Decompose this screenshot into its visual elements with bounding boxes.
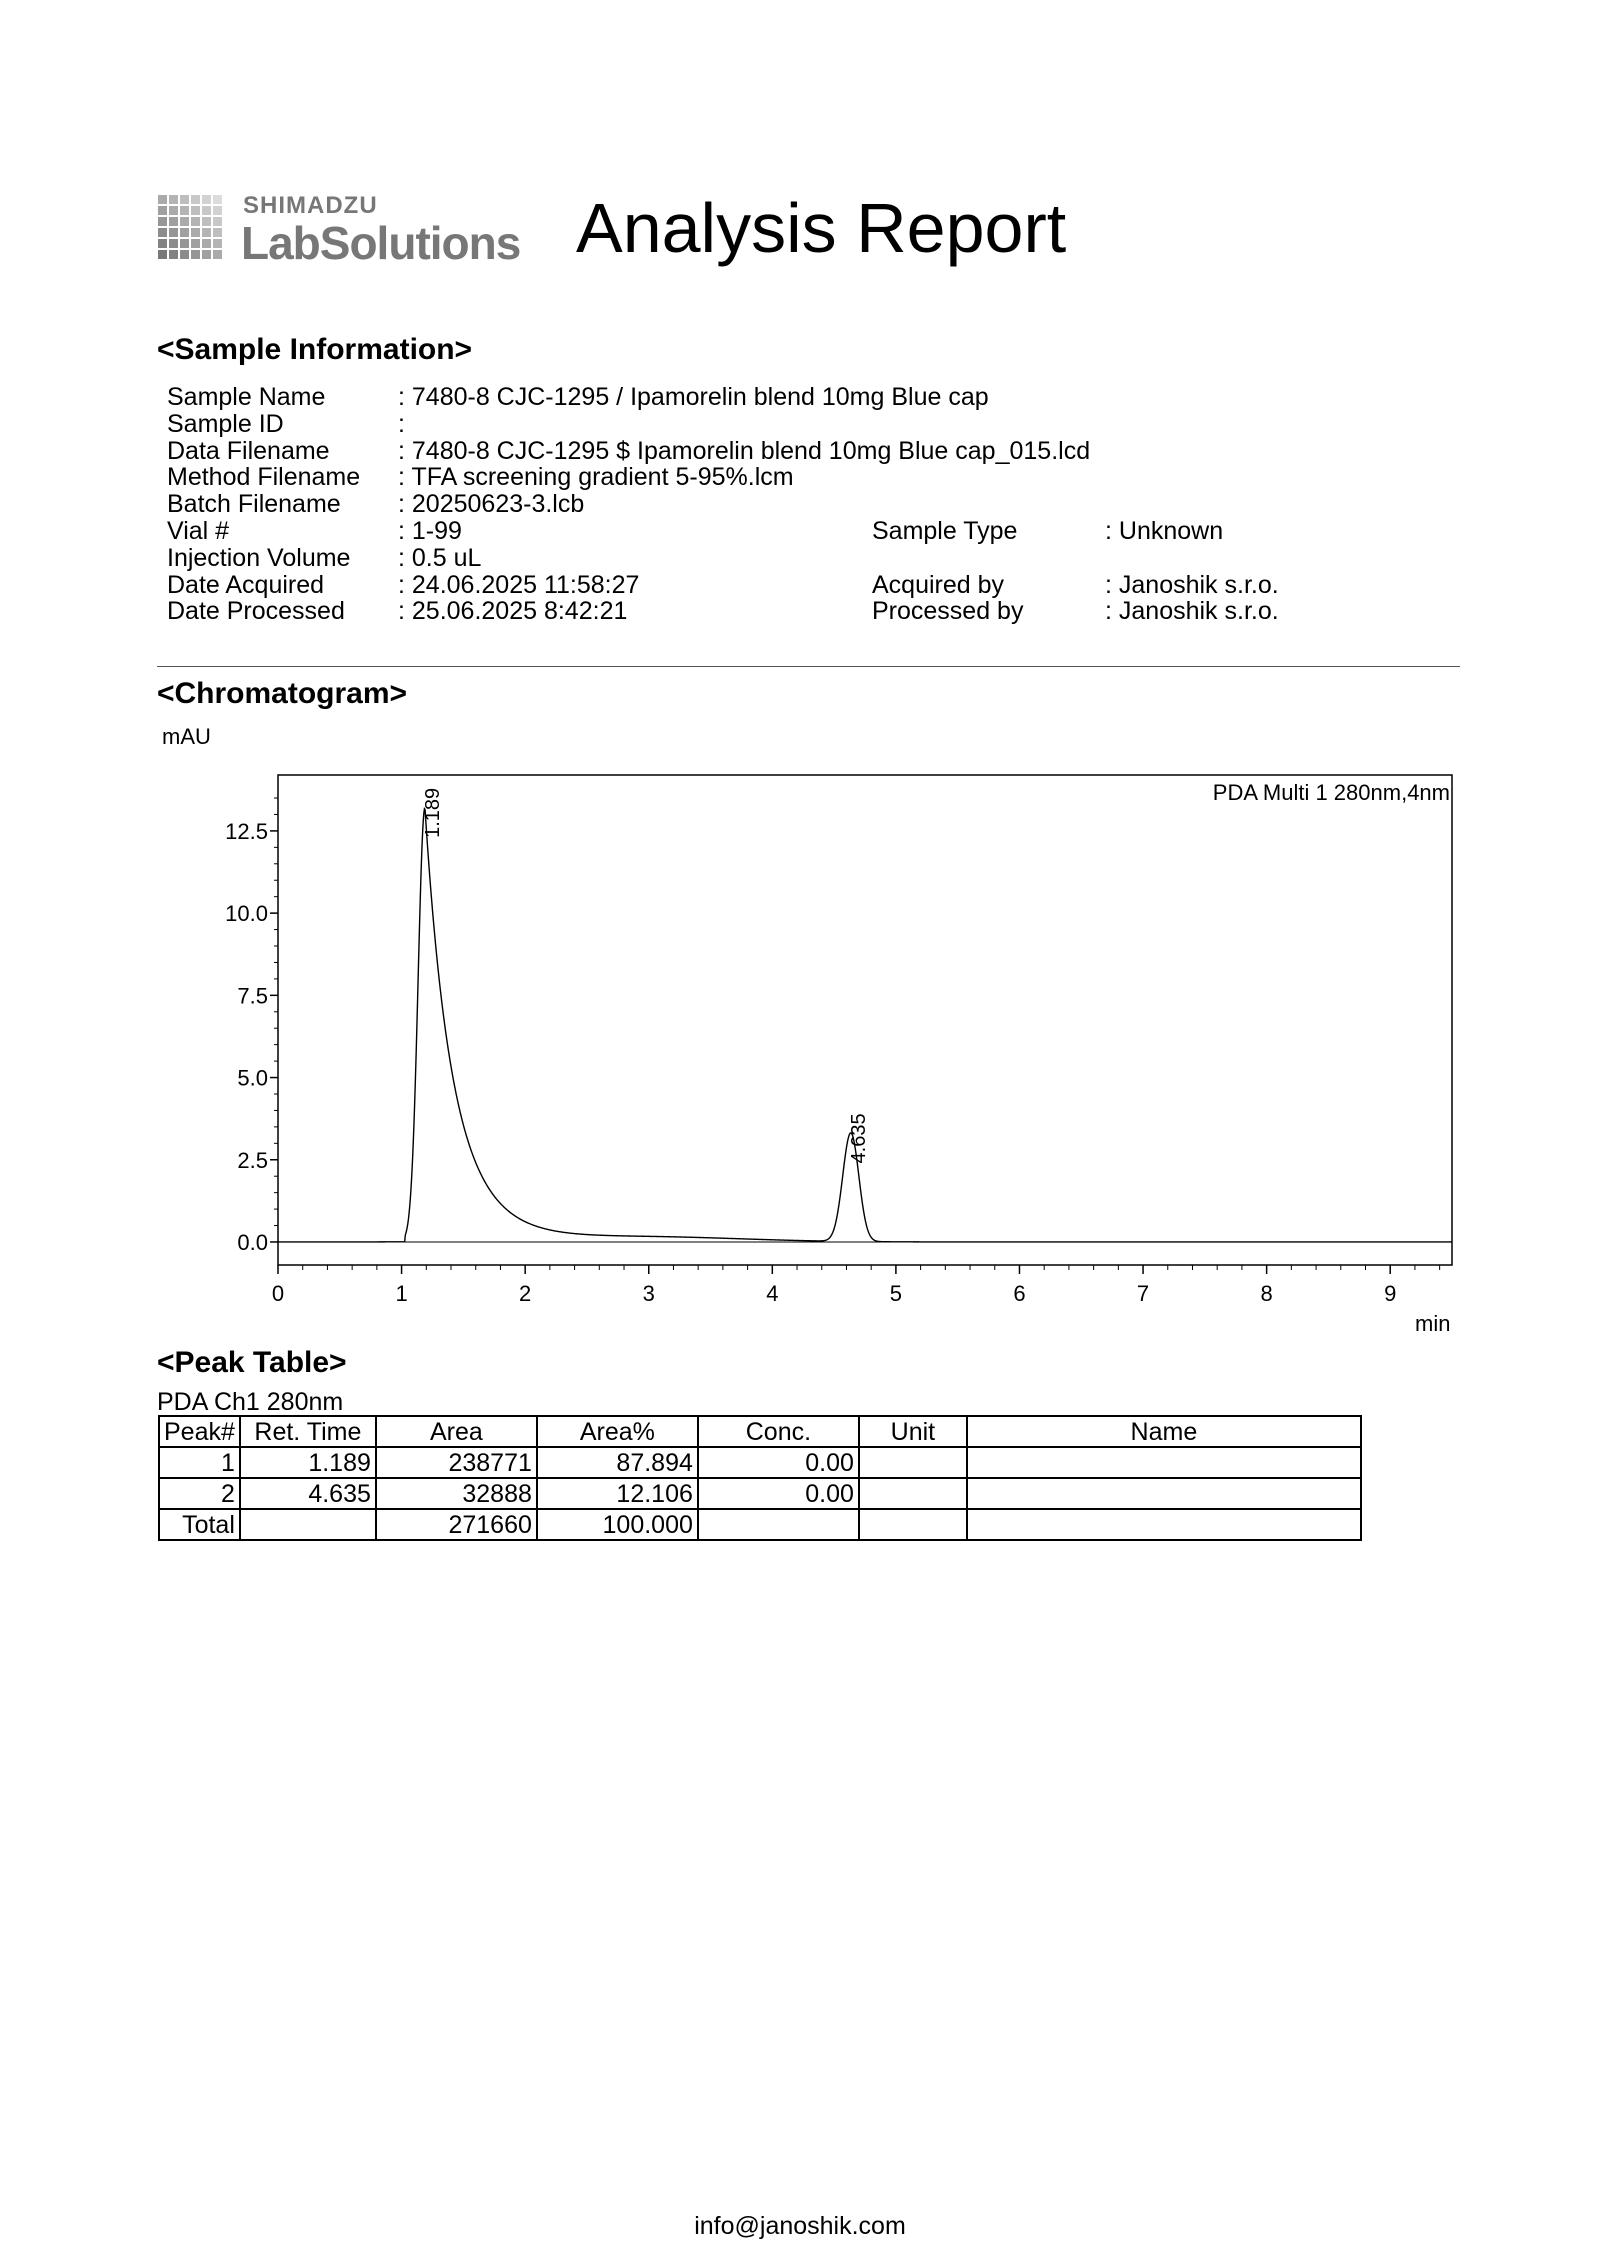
table-total-row [159,1509,1361,1540]
x-axis-label: min [1415,1311,1451,1336]
col-conc: Conc. [698,1416,859,1447]
signal-trace [278,809,1452,1242]
sample-info-label: Injection Volume [167,543,351,572]
cell-name [967,1478,1361,1509]
cell-conc: 0.00 [698,1478,859,1509]
plot-frame [278,775,1452,1265]
cell-area: 32888 [376,1478,537,1509]
sample-info-label: Batch Filename [167,490,341,519]
sample-info-value: : 7480-8 CJC-1295 $ Ipamorelin blend 10mg Blue cap_015.lcd [398,436,1091,465]
x-tick-label: 8 [1260,1281,1273,1306]
cell-area-pct: 12.106 [537,1478,698,1509]
x-tick-label: 3 [642,1281,655,1306]
table-row [159,1478,1361,1509]
brand-labsolutions: LabSolutions [241,217,521,269]
cell-conc: 0.00 [698,1447,859,1478]
brand-shimadzu: SHIMADZU [243,192,378,219]
sample-info-label: Date Processed [167,597,345,626]
report-title: Analysis Report [576,189,1067,267]
sample-info-label: Date Acquired [167,570,325,599]
peak-table-header-row [159,1416,1361,1447]
cell-unit [859,1447,967,1478]
sample-info-value: : 1-99 [398,517,462,545]
cell-area-pct: 87.894 [537,1447,698,1478]
sample-info-value: : 25.06.2025 8:42:21 [398,597,628,626]
x-tick-label: 4 [766,1281,779,1306]
x-tick-label: 5 [889,1281,903,1306]
y-tick-label: 5.0 [237,1065,268,1091]
cell-empty [859,1509,967,1540]
y-tick-label: 7.5 [237,983,268,1009]
cell-empty [240,1509,376,1540]
cell-unit [859,1478,967,1509]
sample-info-value: : Unknown [1105,517,1224,545]
cell-ret-time: 1.189 [240,1447,376,1478]
col-name: Name [967,1416,1361,1447]
cell-total-label: Total [159,1509,240,1540]
cell-total-area-pct: 100.000 [537,1509,698,1540]
sample-info-label: Data Filename [167,436,330,465]
cell-peak: 2 [159,1478,240,1509]
col-area-pct: Area% [537,1416,698,1447]
sample-info-title: <Sample Information> [157,333,473,366]
cell-area: 238771 [376,1447,537,1478]
y-axis-label: mAU [162,724,211,749]
x-tick-label: 0 [271,1281,285,1306]
x-tick-label: 2 [519,1281,532,1306]
sample-info-value: : Janoshik s.r.o. [1105,597,1279,626]
x-tick-label: 1 [395,1281,408,1306]
peak-label: 4.635 [847,1113,870,1164]
y-tick-label: 0.0 [237,1229,268,1255]
table-row [159,1447,1361,1478]
sample-info-value: : 24.06.2025 11:58:27 [398,570,640,599]
sample-info-value: : [398,409,405,438]
col-unit: Unit [859,1416,967,1447]
sample-info-value: : 20250623-3.lcb [398,490,585,519]
y-tick-label: 12.5 [225,818,268,844]
cell-empty [967,1509,1361,1540]
peak-table-title: <Peak Table> [157,1346,347,1379]
cell-total-area: 271660 [376,1509,537,1540]
sample-info-label: Sample Type [872,517,1018,545]
peak-label: 1.189 [421,787,444,838]
peak-table [158,1415,1362,1541]
sample-info-label: Sample ID [167,409,284,438]
cell-empty [698,1509,859,1540]
chromatogram-title: <Chromatogram> [157,677,408,710]
x-tick-label: 9 [1384,1281,1397,1306]
sample-info-value: : TFA screening gradient 5-95%.lcm [398,463,794,492]
sample-info-label: Processed by [872,597,1024,626]
col-area: Area [376,1416,537,1447]
col-ret-time: Ret. Time [240,1416,376,1447]
sample-info-label: Method Filename [167,463,361,492]
x-tick-label: 7 [1136,1281,1150,1306]
x-tick-label: 6 [1013,1281,1026,1306]
sample-info-label: Acquired by [872,570,1005,599]
y-tick-label: 10.0 [225,901,268,927]
sample-info-label: Sample Name [167,383,326,411]
legend-label: PDA Multi 1 280nm,4nm [1212,780,1450,805]
sample-info-value: : 7480-8 CJC-1295 / Ipamorelin blend 10mg Blue cap [398,383,989,411]
sample-info-value: : 0.5 uL [398,543,482,572]
cell-name [967,1447,1361,1478]
footer-email: info@janoshik.com [694,2212,906,2240]
cell-peak: 1 [159,1447,240,1478]
y-tick-label: 2.5 [237,1147,268,1173]
col-peak: Peak# [159,1416,240,1447]
sample-info-label: Vial # [167,517,230,545]
peak-table-channel: PDA Ch1 280nm [157,1388,344,1416]
cell-ret-time: 4.635 [240,1478,376,1509]
sample-info-value: : Janoshik s.r.o. [1105,570,1279,599]
